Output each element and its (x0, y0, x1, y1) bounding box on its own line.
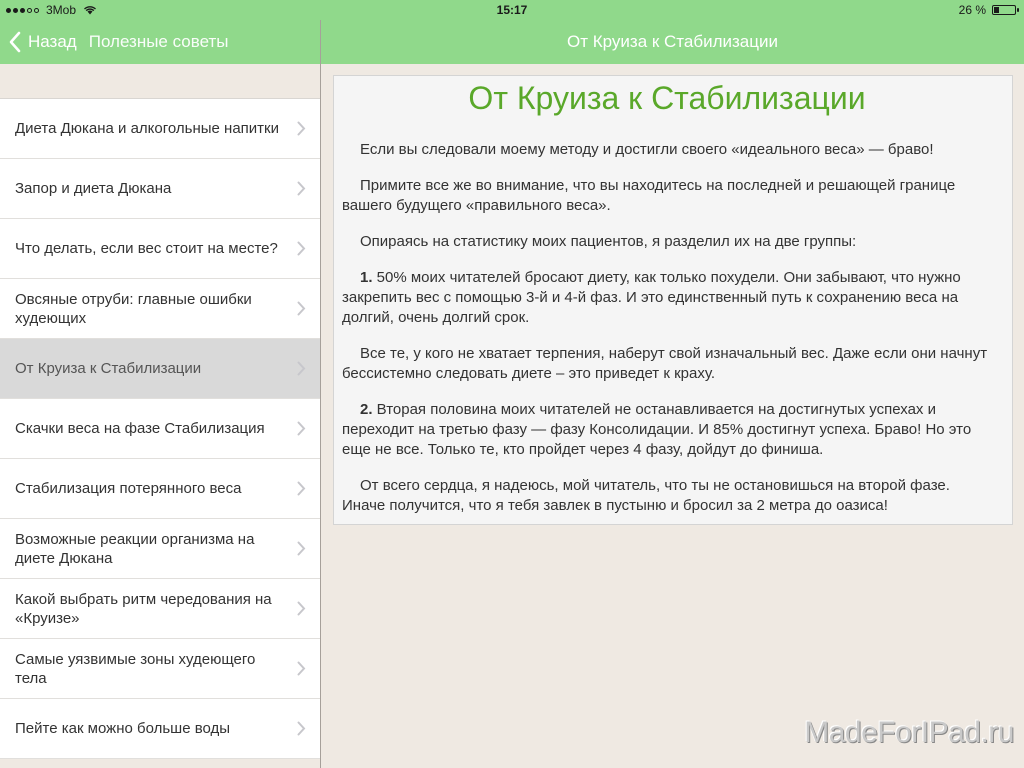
list-item-label: Запор и диета Дюкана (15, 180, 172, 197)
list-item-label: Пейте как можно больше воды (15, 720, 231, 737)
list-item-label: Самые уязвимые зоны худеющего тела (15, 650, 256, 687)
list-number: 2. (360, 401, 373, 418)
battery-percentage: 26 % (958, 3, 986, 17)
list-item-label: Какой выбрать ритм чередования на «Круизе» (15, 590, 272, 627)
article-paragraph: От всего сердца, я надеюсь, мой читатель, что ты не остановишься на второй фазе. Иначе получится, что я тебя завлек в пустыню и бросил за 2 метра до оазиса! (342, 477, 950, 514)
article-paragraph: Примите все же во внимание, что вы находитесь на последней и решающей границе вашего будущего «правильного веса». (342, 177, 956, 214)
article-paragraph-text: Вторая половина моих читателей не останавливается на достигнутых успехах и переходит на третью фазу — фазу Консолидации. И 85% достигнут успеха. Браво! Но это еще не все. Только те, кто пройдет через 4 фазу, дойдут до финиша. (342, 401, 972, 458)
list-item-label: От Круиза к Стабилизации (15, 360, 202, 377)
list-item[interactable] (0, 339, 320, 399)
top-bar (0, 0, 1024, 64)
list-item-label: Диета Дюкана и алкогольные напитки (15, 120, 279, 137)
list-item-label: Овсяные отруби: главные ошибки худеющих (15, 290, 252, 327)
list-item[interactable] (0, 399, 320, 459)
article-paragraph: Все те, у кого не хватает терпения, наберут свой изначальный вес. Даже если они начнут бессистемно следовать диете – это приведет к краху. (342, 345, 988, 382)
chevron-left-icon (8, 31, 22, 53)
list-item-label: Скачки веса на фазе Стабилизация (15, 420, 265, 437)
list-item-label: Стабилизация потерянного веса (15, 480, 242, 497)
chevron-right-icon (297, 301, 306, 316)
chevron-right-icon (297, 601, 306, 616)
sidebar (0, 64, 320, 768)
back-button[interactable] (8, 31, 77, 53)
article-paragraph: Опираясь на статистику моих пациентов, я разделил их на две группы: (360, 233, 857, 250)
chevron-right-icon (297, 481, 306, 496)
article-paragraph (342, 400, 992, 460)
status-bar (0, 0, 1024, 20)
chevron-right-icon (297, 241, 306, 256)
status-right (959, 3, 1016, 17)
detail-nav-title: От Круиза к Стабилизации (567, 32, 778, 51)
section-title: Полезные советы (88, 32, 229, 51)
list-item[interactable] (0, 279, 320, 339)
list-item[interactable] (0, 579, 320, 639)
chevron-right-icon (297, 661, 306, 676)
chevron-right-icon (297, 721, 306, 736)
article-paragraph (342, 268, 992, 328)
battery-icon (992, 5, 1016, 15)
list-number: 1. (360, 269, 373, 286)
chevron-right-icon (297, 181, 306, 196)
carrier-name: 3Mob (46, 3, 77, 17)
list-item[interactable] (0, 219, 320, 279)
back-button-label: Назад (28, 32, 77, 51)
chevron-right-icon (297, 541, 306, 556)
master-nav-bar (0, 20, 320, 64)
list-item[interactable] (0, 459, 320, 519)
article-paragraph: Если вы следовали моему методу и достигли своего «идеального веса» — браво! (360, 141, 934, 158)
sidebar-header-spacer (0, 64, 320, 99)
list-item-label: Возможные реакции организма на диете Дюкана (15, 530, 255, 567)
status-time: 15:17 (496, 3, 528, 17)
chevron-right-icon (297, 121, 306, 136)
article-panel (333, 75, 1013, 525)
list-item[interactable] (0, 699, 320, 759)
chevron-right-icon (297, 421, 306, 436)
split-divider (320, 20, 321, 768)
list-item[interactable] (0, 99, 320, 159)
article-paragraph-text: 50% моих читателей бросают диету, как только похудели. Они забывают, что нужно закрепить вес с помощью 3-й и 4-й фаз. И это единственный путь к сохранению веса на долгий, очень долгий срок. (342, 269, 961, 326)
watermark: MadeForIPad.ru (804, 716, 1014, 749)
list-item[interactable] (0, 519, 320, 579)
chevron-right-icon (297, 361, 306, 376)
article-title: От Круиза к Стабилизации (468, 80, 866, 116)
article-list (0, 99, 320, 759)
list-item[interactable] (0, 639, 320, 699)
list-item-label: Что делать, если вес стоит на месте? (15, 240, 278, 257)
list-item[interactable] (0, 159, 320, 219)
